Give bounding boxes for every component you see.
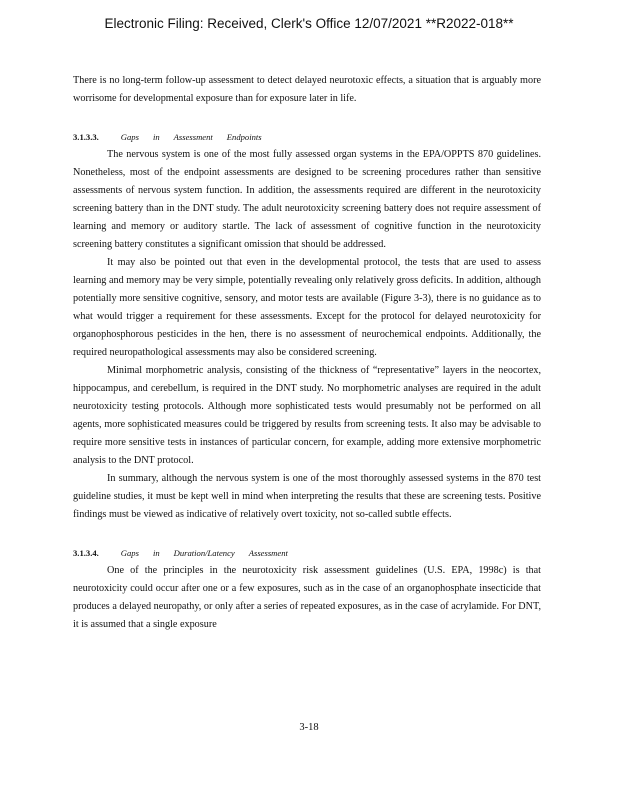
filing-header: Electronic Filing: Received, Clerk's Office 12/07/2021 **R2022-018** xyxy=(104,16,514,31)
heading-word: Duration/Latency xyxy=(173,548,235,558)
heading-word: Gaps xyxy=(120,548,139,558)
heading-word: Endpoints xyxy=(226,132,262,142)
section-heading-duration xyxy=(73,544,541,562)
heading-word: Assessment xyxy=(173,132,213,142)
heading-word: in xyxy=(152,548,160,558)
paragraph: The nervous system is one of the most fully assessed organ systems in the EPA/OPPTS 870 guidelines. Nonetheless, most of the endpoint assessments are designed to be screening procedures rather than sensitive assessments of nervous system function. In addition, the assessments required are different in the neurotoxicity screening battery than in the DNT study. The adult neurotoxicity screening battery does not require assessment of learning and memory or auditory startle. The lack of assessment of cognitive function in the neurotoxicity screening battery constitutes a significant omission that should be addressed. xyxy=(73,149,541,250)
paragraph: It may also be pointed out that even in the developmental protocol, the tests that are used to assess learning and memory may be very simple, potentially revealing only relatively gross deficits. In addition, although potentially more sensitive cognitive, sensory, and motor tests are available (Figure 3-3), there is no guidance as to what would trigger a requirement for these assessments. Except for the protocol for delayed neurotoxicity for organophosphorous pesticides in the hen, there is no assessment of neurochemical endpoints. Additionally, the required neuropathological assessments may also be considered screening. xyxy=(73,257,541,358)
section-number: 3.1.3.3. xyxy=(73,132,99,142)
heading-word: in xyxy=(152,132,160,142)
heading-word: Gaps xyxy=(120,132,139,142)
document-body xyxy=(73,72,541,634)
section-number: 3.1.3.4. xyxy=(73,548,99,558)
heading-word: Assessment xyxy=(248,548,288,558)
section-heading-endpoints xyxy=(73,128,541,146)
page-number: 3-18 xyxy=(299,722,319,733)
paragraph: Minimal morphometric analysis, consisting of the thickness of “representative” layers in the neocortex, hippocampus, and cerebellum, is required in the DNT study. No morphometric analyses are required in the adult neurotoxicity testing protocols. Although more sophisticated tests would presumably not be performed on all agents, more sophisticated measures could be triggered by results from screening tests. It also may be advisable to require more sensitive tests in instances of particular concern, for example, adding more extensive morphometric analysis to the DNT protocol. xyxy=(73,365,541,466)
paragraph: One of the principles in the neurotoxicity risk assessment guidelines (U.S. EPA, 1998c) is that neurotoxicity could occur after one or a few exposures, such as in the case of an organophosphate insecticide that produces a delayed neuropathy, or only after a series of repeated exposures, as in the case of acrylamide. For DNT, it is assumed that a single exposure xyxy=(73,565,541,630)
intro-paragraph: There is no long-term follow-up assessment to detect delayed neurotoxic effects, a situation that is arguably more worrisome for developmental exposure than for exposure later in life. xyxy=(73,75,541,104)
paragraph: In summary, although the nervous system is one of the most thoroughly assessed systems in the 870 test guideline studies, it must be kept well in mind when interpreting the results that these are screening tests. Positive findings must be viewed as indicative of relatively overt toxicity, not so-called subtle effects. xyxy=(73,473,541,520)
